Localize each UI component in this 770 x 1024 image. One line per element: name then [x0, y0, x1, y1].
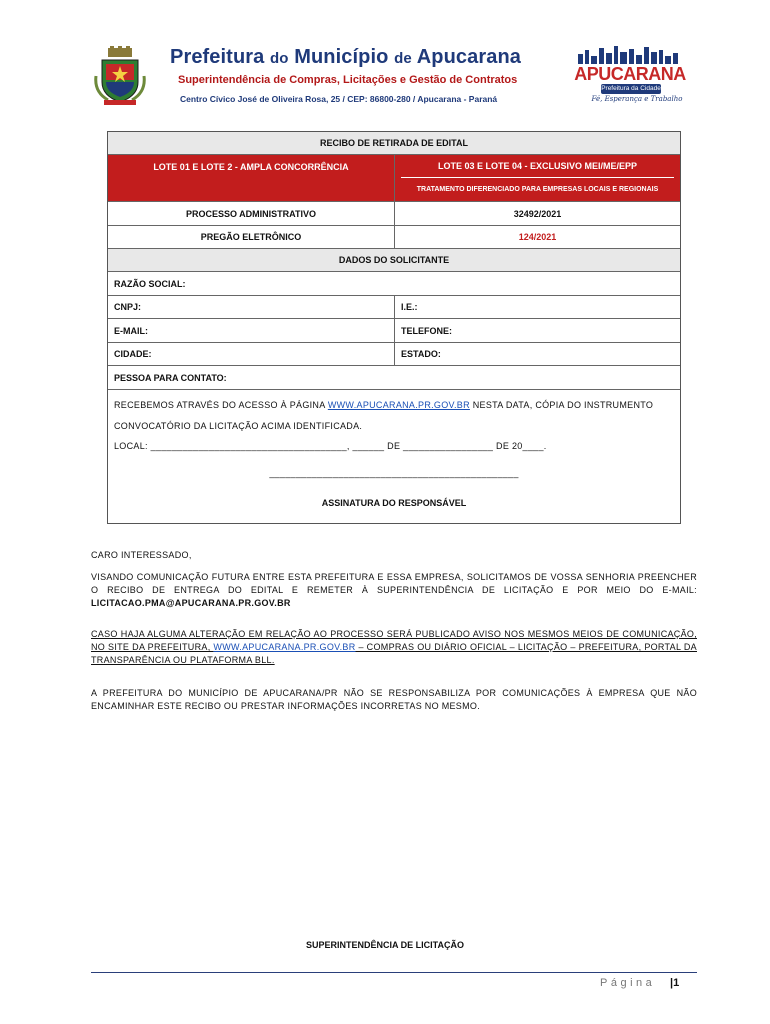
- cidade-field[interactable]: CIDADE:: [114, 349, 152, 359]
- page-number: |1: [670, 977, 680, 989]
- pregao-value: 124/2021: [394, 226, 680, 248]
- ie-field[interactable]: I.E.:: [394, 296, 680, 318]
- coat-of-arms-icon: [94, 46, 146, 106]
- email-row: [108, 319, 680, 343]
- cidade-row: [108, 343, 680, 366]
- processo-row: [108, 202, 680, 226]
- cnpj-field[interactable]: CNPJ:: [114, 302, 142, 312]
- contact-email[interactable]: LICITACAO.PMA@APUCARANA.PR.GOV.BR: [91, 598, 291, 608]
- telefone-field[interactable]: TELEFONE:: [394, 319, 680, 342]
- city-logo-slogan: Fé, Esperança e Trabalho: [591, 95, 683, 103]
- address-line: Centro Cívico José de Oliveira Rosa, 25 / CEP: 86800-280 / Apucarana - Paraná: [180, 94, 498, 104]
- email-field[interactable]: E-MAIL:: [114, 325, 148, 336]
- razao-row: [108, 272, 680, 296]
- local-date-line[interactable]: LOCAL: _____________________________________, ______ DE _________________ DE 20____.: [114, 441, 547, 451]
- lote-exclusivo-sub: TRATAMENTO DIFERENCIADO PARA EMPRESAS LOCAIS E REGIONAIS: [416, 185, 659, 193]
- footer-divider: [91, 972, 697, 973]
- municipality-title: Prefeitura do Município de Apucarana: [170, 46, 522, 68]
- letterhead: [90, 44, 700, 108]
- site-link-2[interactable]: WWW.APUCARANA.PR.GOV.BR: [213, 642, 356, 652]
- contato-field[interactable]: PESSOA PARA CONTATO:: [114, 372, 227, 383]
- lote-exclusivo: [394, 155, 680, 201]
- paragraph-changes: CASO HAJA ALGUMA ALTERAÇÃO EM RELAÇÃO AO PROCESSO SERÁ PUBLICADO AVISO NOS MESMOS MEIOS DE COMUNICAÇÃO, NO SITE DA PREFEITURA, WWW.APUCARANA.PR.GOV.BR – COMPRAS OU DIÁRIO OFICIAL – LICITAÇÃO – PREFEITURA, PORTAL DA TRANSPARÊNCIA OU PLATAFORMA BLL.: [91, 629, 697, 665]
- city-logo-tag: Prefeitura da Cidade: [601, 85, 661, 92]
- page-label: Página: [600, 977, 656, 989]
- paragraph-disclaimer: A PREFEITURA DO MUNICÍPIO DE APUCARANA/PR NÃO SE RESPONSABILIZA POR COMUNICAÇÕES À EMPRESA QUE NÃO ENCAMINHAR ESTE RECIBO OU PRESTAR INFORMAÇÕES INCORRETAS NO MESMO.: [91, 688, 697, 711]
- lote-exclusivo-label: LOTE 03 E LOTE 04 - EXCLUSIVO MEI/ME/EPP: [437, 161, 638, 171]
- lote-row: [108, 155, 680, 202]
- pregao-label: PREGÃO ELETRÔNICO: [200, 232, 302, 242]
- site-link[interactable]: WWW.APUCARANA.PR.GOV.BR: [327, 400, 470, 410]
- receipt-form: [107, 131, 681, 524]
- declaration-text: RECEBEMOS ATRAVÉS DO ACESSO À PÁGINA WWW.APUCARANA.PR.GOV.BR NESTA DATA, CÓPIA DO INSTRUMENTO CONVOCATÓRIO DA LICITAÇÃO ACIMA IDENTIFICADA.: [114, 400, 654, 431]
- signature-line[interactable]: _______________________________________________: [269, 468, 519, 478]
- dados-title: DADOS DO SOLICITANTE: [108, 249, 680, 271]
- razao-social-field[interactable]: RAZÃO SOCIAL:: [114, 278, 186, 289]
- paragraph-request: VISANDO COMUNICAÇÃO FUTURA ENTRE ESTA PREFEITURA E ESSA EMPRESA, SOLICITAMOS DE VOSSA SENHORIA PREENCHER O RECIBO DE ENTREGA DO EDITAL E REMETER À SUPERINTENDÊNCIA DE LICITAÇÃO E POR MEIO DO E-MAIL: LICITACAO.PMA@APUCARANA.PR.GOV.BR: [91, 572, 697, 608]
- estado-field[interactable]: ESTADO:: [394, 343, 680, 365]
- pregao-row: [108, 226, 680, 249]
- cnpj-row: [108, 296, 680, 319]
- declaration-block: [108, 390, 680, 523]
- footer-signature: SUPERINTENDÊNCIA DE LICITAÇÃO: [305, 940, 464, 950]
- city-logo-wordmark: APUCARANA: [574, 64, 686, 84]
- processo-label: PROCESSO ADMINISTRATIVO: [185, 208, 316, 219]
- dados-row: [108, 249, 680, 272]
- department-subtitle: Superintendência de Compras, Licitações e Gestão de Contratos: [178, 74, 518, 86]
- signature-label: ASSINATURA DO RESPONSÁVEL: [321, 498, 467, 508]
- greeting: CARO INTERESSADO,: [91, 550, 192, 560]
- form-title-row: [108, 132, 680, 155]
- lote-ampla: LOTE 01 E LOTE 2 - AMPLA CONCORRÊNCIA: [108, 155, 394, 201]
- form-title: RECIBO DE RETIRADA DE EDITAL: [108, 132, 680, 154]
- processo-value: 32492/2021: [394, 202, 680, 225]
- contato-row: [108, 366, 680, 390]
